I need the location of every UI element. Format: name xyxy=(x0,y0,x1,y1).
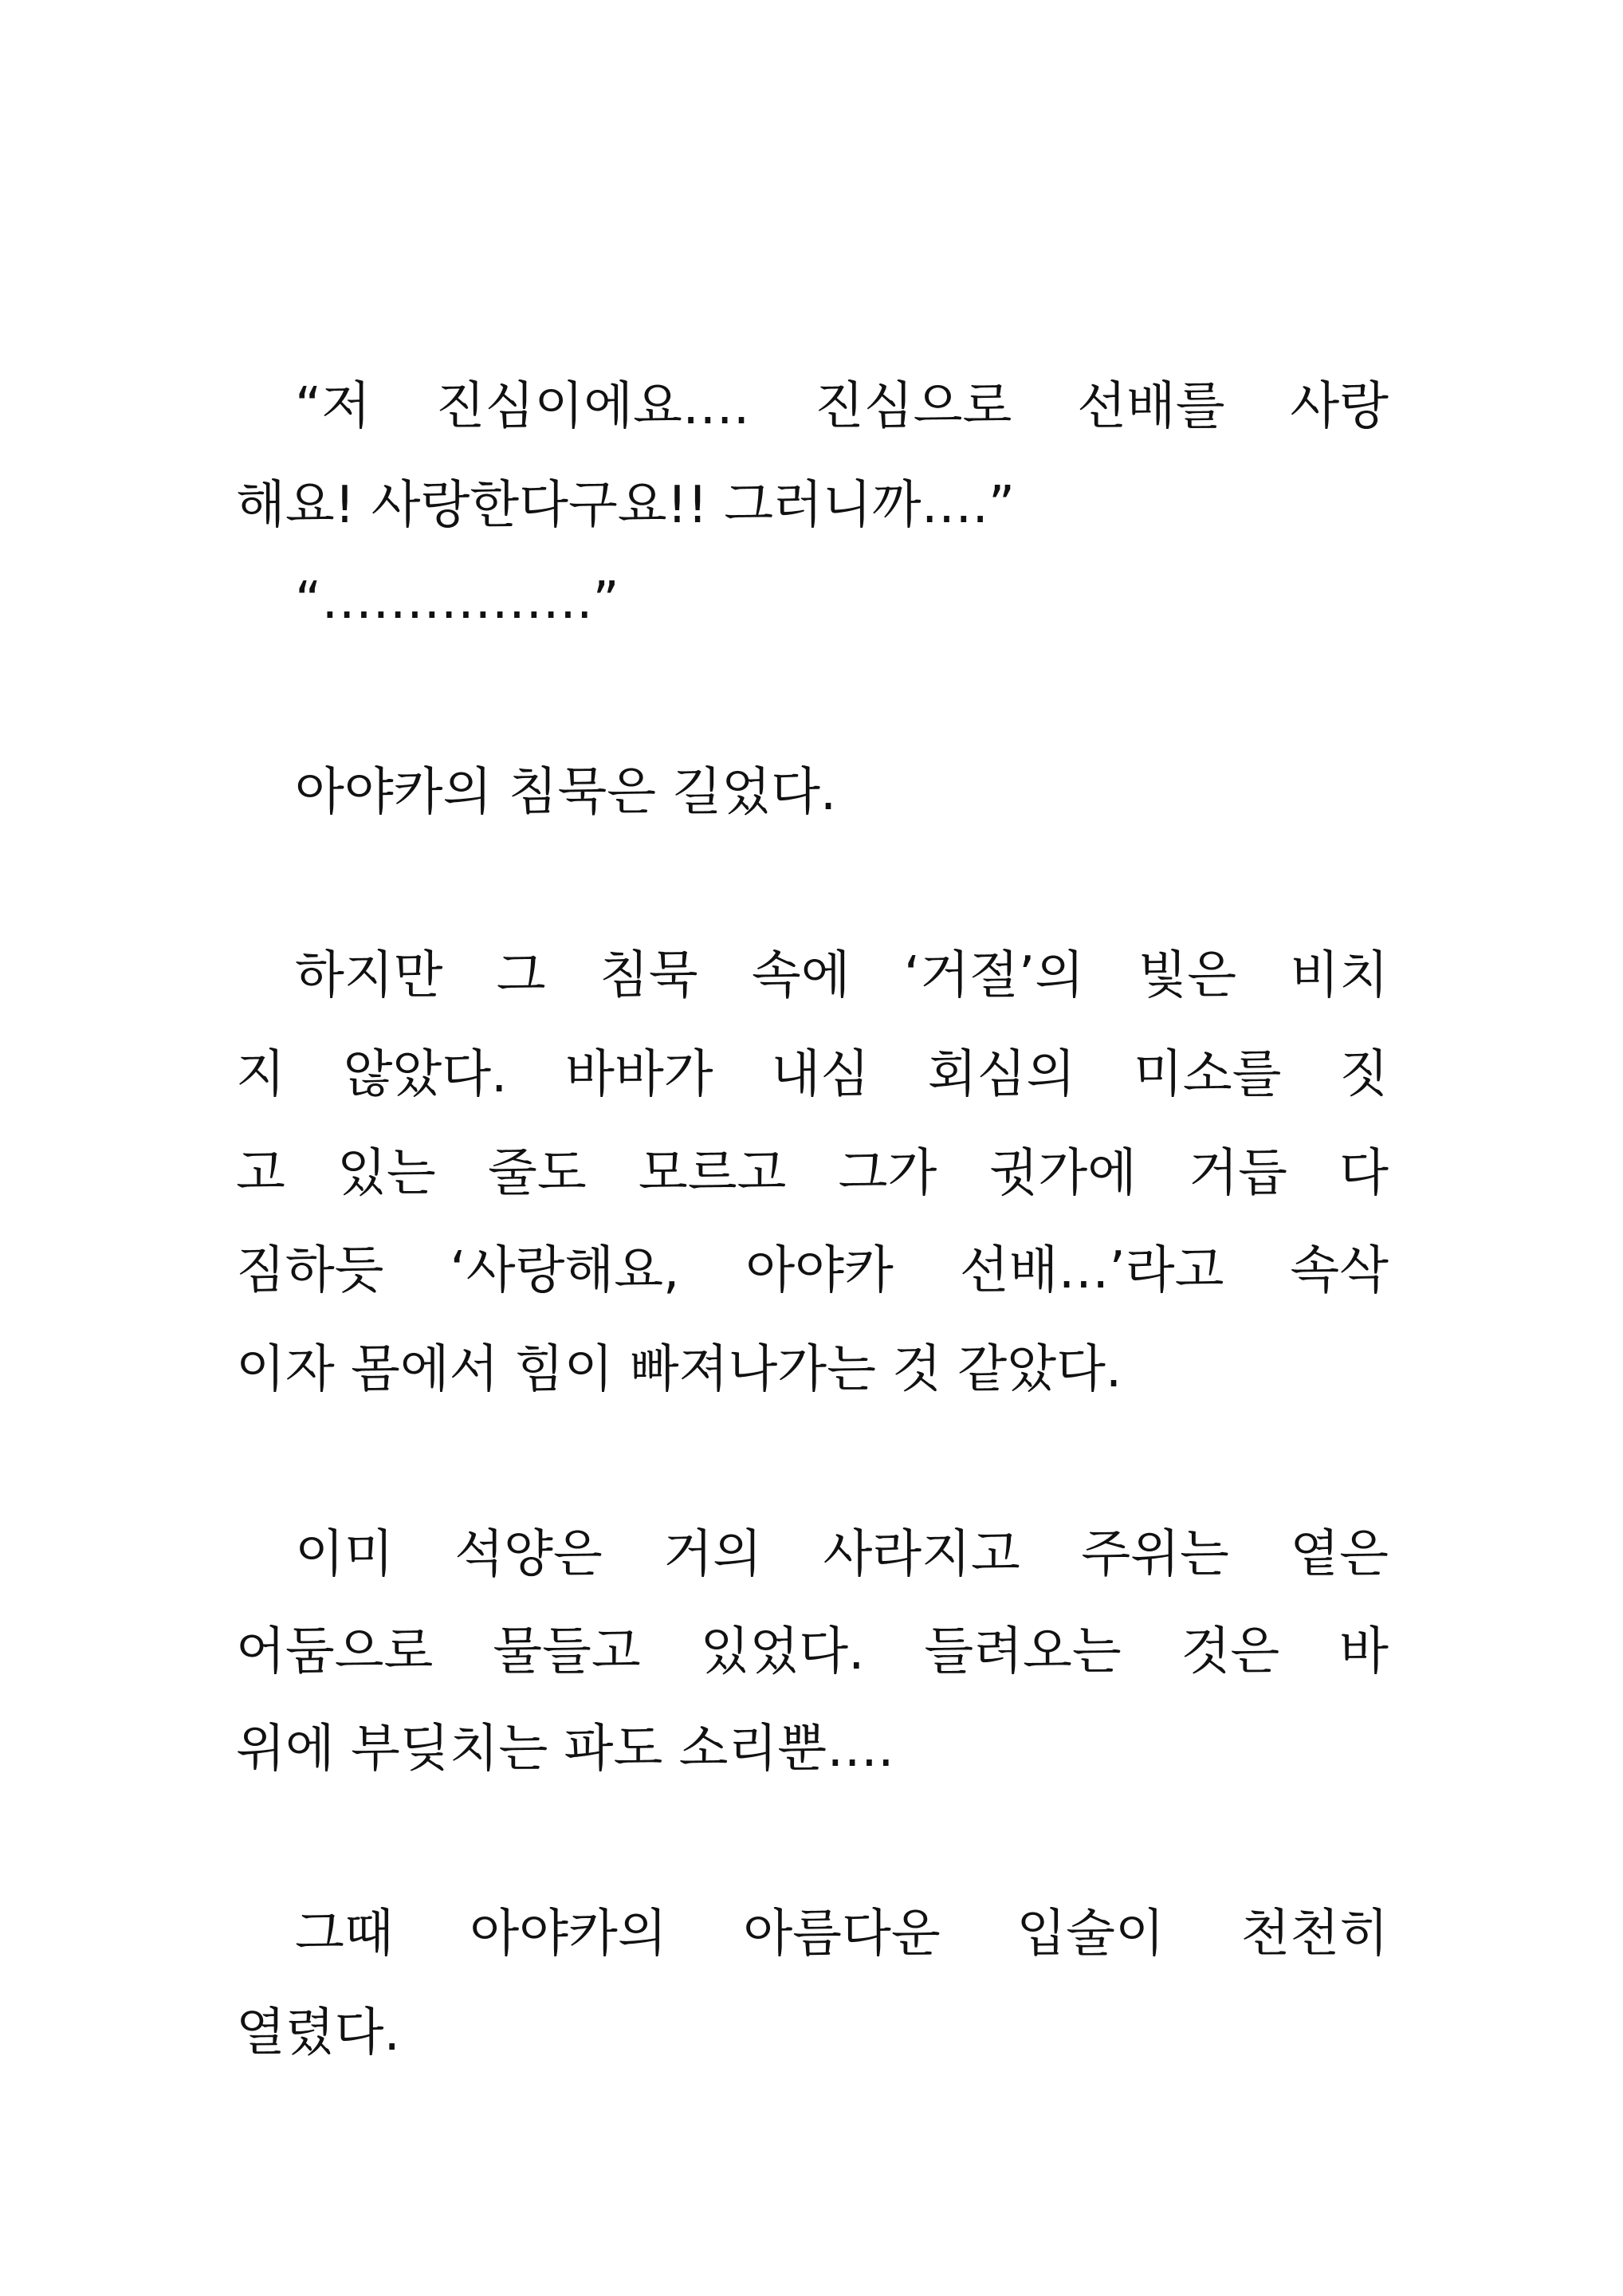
text-line: 위에 부딪치는 파도 소리뿐…. xyxy=(236,1720,894,1779)
text-line: “저 진심이에요…. 진심으로 선배를 사랑 xyxy=(295,377,1389,436)
text-line: 지 않았다. 바바가 내심 회심의 미소를 짓 xyxy=(236,1045,1389,1104)
text-line: 해요! 사랑한다구요!! 그러니까….” xyxy=(236,476,1016,535)
text-line: 그때 아야카의 아름다운 입술이 천천히 xyxy=(295,1905,1389,1964)
text-line: 어둠으로 물들고 있었다. 들려오는 것은 바 xyxy=(236,1622,1389,1681)
text-line: 하지만 그 침묵 속에 ‘거절’의 빛은 비치 xyxy=(295,946,1389,1005)
text-line: 고 있는 줄도 모르고 그가 귓가에 거듭 다 xyxy=(236,1144,1389,1203)
text-line: 이미 석양은 거의 사라지고 주위는 옅은 xyxy=(295,1525,1389,1584)
text-line: 이자 몸에서 힘이 빠져나가는 것 같았다. xyxy=(236,1340,1122,1399)
text-line: 열렸다. xyxy=(236,2003,400,2062)
text-line: 아야카의 침묵은 길었다. xyxy=(295,763,837,822)
text-line: “…………….” xyxy=(295,572,619,631)
text-line: 짐하듯 ‘사랑해요, 아야카 선배…’라고 속삭 xyxy=(236,1241,1389,1300)
